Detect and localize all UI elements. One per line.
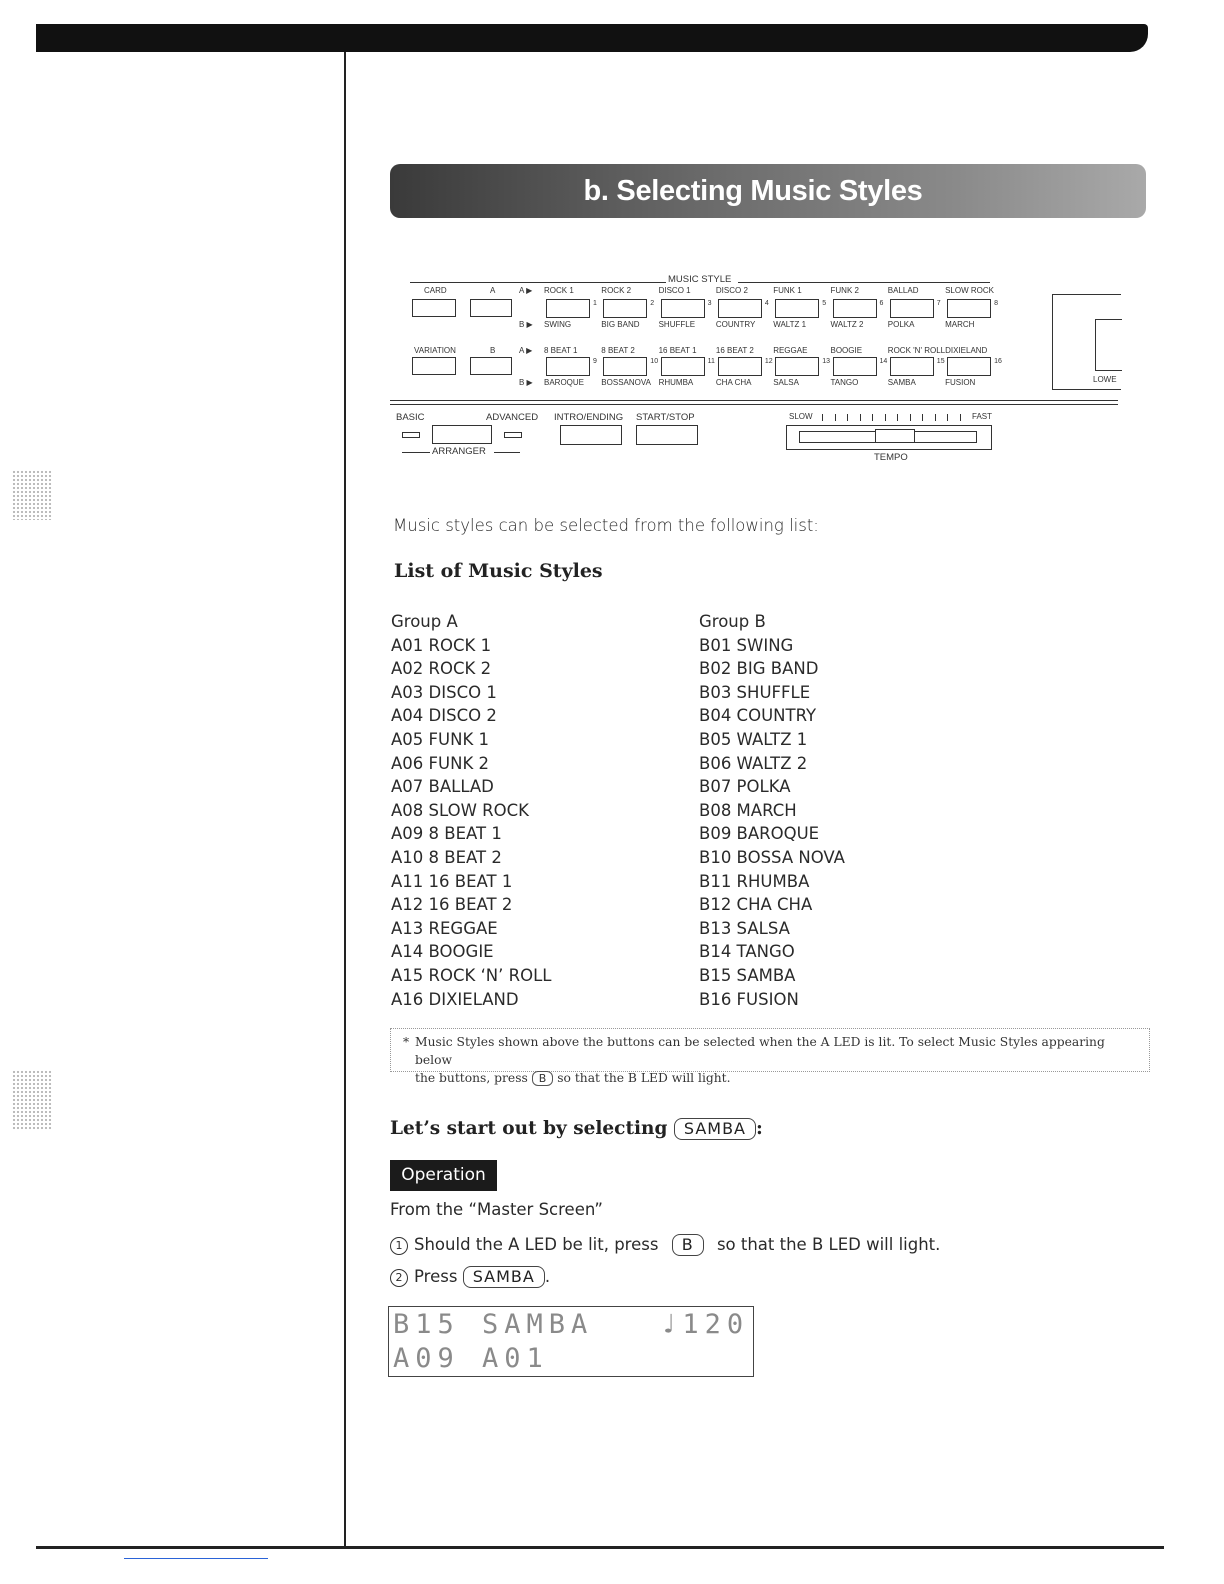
scan-speck: [12, 470, 52, 520]
style-label-below: CHA CHA: [715, 378, 752, 387]
style-label-above: ROCK 'N' ROLL: [887, 346, 946, 355]
style-list-item: A01 ROCK 1: [391, 635, 492, 655]
style-button-number: 6: [879, 300, 884, 307]
page-divider: [344, 52, 346, 1548]
note-line1: Music Styles shown above the buttons can be selected when the A LED is lit. To select Music Styles appearing below: [415, 1035, 1105, 1067]
tempo-slider[interactable]: [786, 425, 992, 450]
tempo-tick: [947, 414, 948, 421]
lets-start-colon: :: [756, 1118, 763, 1139]
footer-rule: [36, 1546, 1164, 1549]
arranger-label: ARRANGER: [432, 446, 486, 457]
card-button[interactable]: [412, 299, 456, 317]
slow-label: SLOW: [789, 412, 813, 421]
step-2-number: 2: [390, 1269, 408, 1287]
step-2-text: Press: [414, 1267, 458, 1286]
style-button[interactable]: [546, 357, 590, 376]
style-list-item: A05 FUNK 1: [391, 729, 490, 749]
note-bullet: *: [403, 1035, 410, 1049]
b-indicator: B ▶: [519, 378, 533, 387]
style-button[interactable]: [661, 357, 705, 376]
style-list-item: B10 BOSSA NOVA: [699, 847, 845, 867]
style-button-number: 16: [994, 358, 1002, 365]
style-list-item: A14 BOOGIE: [391, 942, 494, 962]
style-button-number: 1: [593, 300, 597, 307]
lets-start-heading: [390, 1118, 763, 1140]
b-button[interactable]: [470, 357, 512, 375]
style-list-item: A08 SLOW ROCK: [391, 800, 529, 820]
style-button[interactable]: [661, 299, 705, 318]
control-panel-illustration: [380, 262, 1120, 477]
style-label-above: SLOW ROCK: [945, 286, 994, 295]
start-stop-label: START/STOP: [636, 412, 695, 423]
style-button-number: 13: [822, 358, 830, 365]
style-label-below: WALTZ 2: [830, 320, 864, 329]
style-list-item: B02 BIG BAND: [699, 659, 819, 679]
style-list-item: A09 8 BEAT 1: [391, 824, 502, 844]
style-button-number: 12: [764, 358, 773, 365]
style-label-below: FUSION: [945, 378, 976, 387]
style-label-above: 16 BEAT 2: [715, 346, 754, 355]
lower-label: LOWE: [1093, 375, 1117, 384]
a-button[interactable]: [470, 299, 512, 317]
style-button[interactable]: [833, 357, 877, 376]
style-label-below: SWING: [544, 320, 572, 329]
style-list-item: A03 DISCO 1: [391, 682, 497, 702]
style-label-above: DIXIELAND: [945, 346, 988, 355]
style-label-below: SAMBA: [887, 378, 916, 387]
tempo-slider-knob[interactable]: [875, 429, 915, 443]
step-1-text-end: so that the B LED will light.: [716, 1235, 941, 1254]
style-label-above: REGGAE: [773, 346, 808, 355]
style-label-above: 16 BEAT 1: [658, 346, 697, 355]
lcd-line1: B15 SAMBA ♩120: [393, 1309, 750, 1340]
from-master-text: From the “Master Screen”: [390, 1200, 603, 1219]
style-list-item: A02 ROCK 2: [391, 659, 492, 679]
style-label-above: 8 BEAT 2: [601, 346, 635, 355]
style-button[interactable]: [947, 299, 991, 318]
intro-ending-label: INTRO/ENDING: [554, 412, 624, 423]
style-label-above: FUNK 2: [830, 286, 859, 295]
style-button-number: 11: [707, 358, 715, 365]
style-label-below: SHUFFLE: [658, 320, 696, 329]
style-list-item: A07 BALLAD: [391, 777, 494, 797]
b-label: B: [490, 346, 496, 355]
tempo-tick: [835, 414, 836, 421]
style-button-number: 9: [593, 358, 597, 365]
style-label-below: TANGO: [830, 378, 859, 387]
basic-led: [402, 432, 420, 438]
list-heading: List of Music Styles: [394, 560, 603, 582]
style-list-item: A15 ROCK ‘N’ ROLL: [391, 965, 552, 985]
style-button[interactable]: [775, 299, 819, 318]
tempo-tick: [910, 414, 911, 421]
step-1-text: Should the A LED be lit, press: [414, 1235, 659, 1254]
style-label-above: BOOGIE: [830, 346, 863, 355]
style-button-number: 4: [764, 300, 769, 307]
a-indicator: A ▶: [519, 346, 533, 355]
style-label-below: SALSA: [773, 378, 799, 387]
style-button-number: 3: [707, 300, 712, 307]
style-label-below: POLKA: [887, 320, 915, 329]
style-label-below: RHUMBA: [658, 378, 694, 387]
style-button-number: 14: [879, 358, 888, 365]
tempo-tick: [872, 414, 873, 421]
group-a-list: [391, 610, 551, 1011]
tempo-tick: [935, 414, 936, 421]
lcd-display: [388, 1306, 754, 1377]
note-line2-post: so that the B LED will light.: [557, 1071, 731, 1085]
b-key: B: [532, 1071, 554, 1086]
basic-label: BASIC: [396, 412, 425, 423]
group-b-title: Group B: [699, 612, 766, 631]
style-list-item: A06 FUNK 2: [391, 753, 490, 773]
start-stop-button[interactable]: [636, 425, 698, 445]
style-label-below: MARCH: [945, 320, 975, 329]
style-list-item: A10 8 BEAT 2: [391, 847, 502, 867]
card-label: CARD: [424, 286, 447, 295]
style-list-item: B01 SWING: [699, 635, 794, 655]
style-button-number: 7: [936, 300, 941, 307]
samba-key: SAMBA: [674, 1118, 756, 1140]
style-list-item: B09 BAROQUE: [699, 824, 820, 844]
style-button[interactable]: [775, 357, 819, 376]
tempo-tick: [822, 414, 823, 421]
step-1-number: 1: [390, 1237, 408, 1255]
advanced-label: ADVANCED: [486, 412, 539, 423]
step-2-period: .: [544, 1267, 551, 1286]
group-a-title: Group A: [391, 612, 458, 631]
style-label-above: BALLAD: [887, 286, 919, 295]
scan-speck: [12, 1070, 52, 1130]
style-label-above: ROCK 1: [544, 286, 574, 295]
note-line2-pre: the buttons, press: [415, 1071, 528, 1085]
tempo-label: TEMPO: [874, 452, 908, 463]
style-list-item: B11 RHUMBA: [699, 871, 810, 891]
style-button[interactable]: [947, 357, 991, 376]
style-list-item: B15 SAMBA: [699, 965, 796, 985]
style-list-item: A12 16 BEAT 2: [391, 895, 513, 915]
section-title: b. Selecting Music Styles: [583, 174, 923, 207]
style-list-item: B12 CHA CHA: [699, 895, 813, 915]
style-label-below: COUNTRY: [715, 320, 756, 329]
style-label-below: BIG BAND: [601, 320, 640, 329]
tempo-tick: [885, 414, 886, 421]
intro-text: Music styles can be selected from the following list:: [393, 516, 819, 535]
style-button-number: 5: [822, 300, 827, 307]
tempo-tick: [847, 414, 848, 421]
style-list-item: B04 COUNTRY: [699, 706, 817, 726]
style-list-item: B06 WALTZ 2: [699, 753, 808, 773]
style-button[interactable]: [833, 299, 877, 318]
step-2: [390, 1266, 550, 1288]
lets-start-text: Let’s start out by selecting: [390, 1118, 668, 1139]
style-button[interactable]: [890, 357, 934, 376]
a-indicator: A ▶: [519, 286, 533, 295]
b-key: B: [672, 1234, 704, 1256]
style-button-number: 2: [650, 300, 655, 307]
style-list-item: A11 16 BEAT 1: [391, 871, 513, 891]
header-bar: [36, 24, 1148, 52]
music-style-label: MUSIC STYLE: [668, 274, 732, 285]
style-button[interactable]: [603, 299, 647, 318]
tempo-tick: [897, 414, 898, 421]
samba-key: SAMBA: [463, 1266, 545, 1288]
tempo-tick: [860, 414, 861, 421]
style-button-number: 10: [650, 358, 659, 365]
style-button[interactable]: [718, 357, 762, 376]
variation-button[interactable]: [412, 357, 456, 375]
style-list-item: B05 WALTZ 1: [699, 729, 808, 749]
style-list-item: B16 FUSION: [699, 989, 799, 1009]
step-1: [390, 1234, 940, 1256]
note-box: [390, 1028, 1150, 1085]
style-button[interactable]: [890, 299, 934, 318]
arranger-button[interactable]: [432, 425, 492, 444]
style-button-number: 8: [994, 300, 998, 307]
footer-link-underline: [124, 1558, 268, 1559]
style-label-above: DISCO 2: [715, 286, 748, 295]
b-indicator: B ▶: [519, 320, 533, 329]
lcd-line2: A09 A01: [393, 1343, 549, 1374]
style-list-item: B07 POLKA: [699, 777, 791, 797]
group-b-list: [699, 610, 845, 1011]
style-label-above: ROCK 2: [601, 286, 632, 295]
style-label-above: DISCO 1: [658, 286, 691, 295]
operation-label: Operation: [390, 1160, 497, 1191]
a-label: A: [490, 286, 496, 295]
style-list-item: B08 MARCH: [699, 800, 797, 820]
style-button-number: 15: [936, 358, 945, 365]
variation-label: VARIATION: [414, 346, 456, 355]
style-list-item: B03 SHUFFLE: [699, 682, 811, 702]
intro-ending-button[interactable]: [560, 425, 622, 445]
tempo-tick: [960, 414, 961, 421]
style-list-item: B14 TANGO: [699, 942, 795, 962]
style-label-above: FUNK 1: [773, 286, 802, 295]
style-button[interactable]: [718, 299, 762, 318]
style-list-item: A16 DIXIELAND: [391, 989, 519, 1009]
style-label-below: BOSSANOVA: [601, 378, 651, 387]
fast-label: FAST: [972, 412, 993, 421]
style-button[interactable]: [603, 357, 647, 376]
advanced-led: [504, 432, 522, 438]
style-label-below: WALTZ 1: [773, 320, 807, 329]
style-list-item: A13 REGGAE: [391, 918, 498, 938]
lower-panel-partial: [1052, 294, 1121, 390]
section-banner: [390, 164, 1146, 218]
style-label-above: 8 BEAT 1: [544, 346, 578, 355]
style-list-item: B13 SALSA: [699, 918, 790, 938]
tempo-tick: [922, 414, 923, 421]
style-button[interactable]: [546, 299, 590, 318]
style-list-item: A04 DISCO 2: [391, 706, 497, 726]
style-label-below: BAROQUE: [544, 378, 585, 387]
